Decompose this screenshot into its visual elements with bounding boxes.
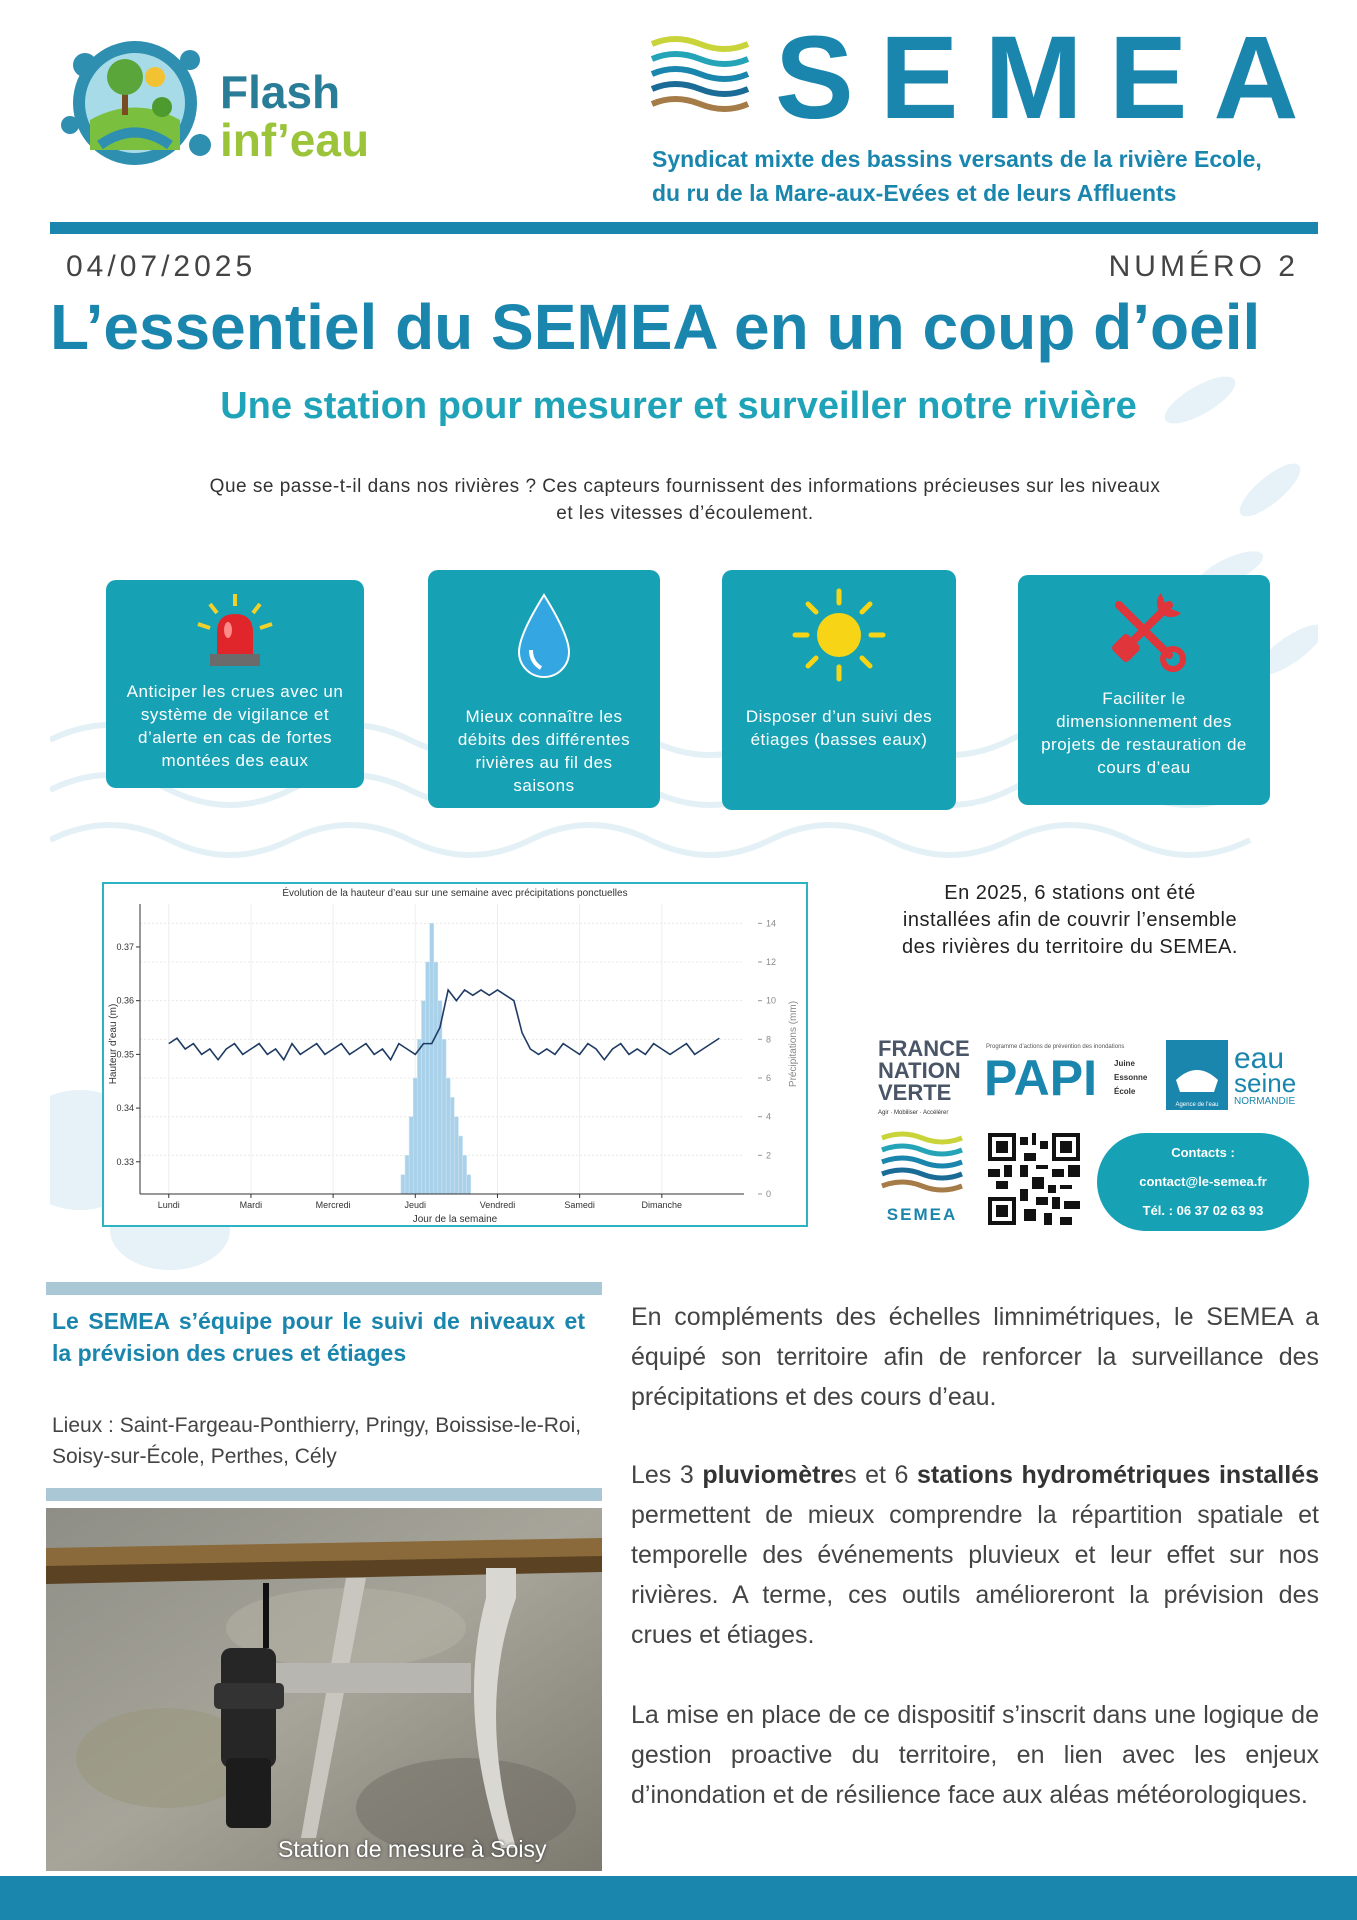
rain-bar [405,1155,409,1194]
flash-infeau-logo [50,25,240,180]
x-tick-label: Mardi [239,1200,263,1210]
normandie-word: NORMANDIE [1234,1096,1296,1107]
body-paragraph-2 [631,1455,1319,1655]
p2-part-e: permettent de mieux comprendre la répartition spatiale et temporelle des événements pluvieux et leur effet sur nos rivières. A terme, ces outils amélioreront la prévision des crues et étiages. [631,1501,1319,1649]
locations-text: Lieux : Saint-Fargeau-Ponthierry, Pringy, Boissise-le-Roi, Soisy-sur-École, Perthes, Cély [52,1414,582,1468]
card-2-text: Mieux connaître les débits des différentes rivières au fil des saisons [457,707,631,795]
papi-sub-2: Essonne [1114,1073,1148,1082]
p2-part-c: s et 6 [844,1461,918,1489]
syndicat-line-1: Syndicat mixte des bassins versants de la rivière Ecole, [652,146,1262,172]
card-low-water-monitoring [722,570,956,810]
intro-text [110,473,1260,527]
p2-bold-stations: stations hydrométriques installés [917,1461,1319,1489]
flash-label: Flash [220,66,341,118]
x-tick-label: Jeudi [404,1200,427,1210]
water-level-chart [102,882,808,1227]
contact-email[interactable]: contact@le-semea.fr [1139,1174,1267,1189]
contact-box [1097,1133,1309,1231]
rain-bar [463,1155,467,1194]
section-heading: Le SEMEA s’équipe pour le suivi de niveaux et la prévision des crues et étiages [52,1308,585,1366]
tools-icon [1099,585,1189,675]
papi-sub-3: École [1114,1087,1136,1096]
rain-bar [454,1117,458,1194]
y-tick-label: 0.35 [116,1049,134,1060]
card-1-text: Anticiper les crues avec un système de vigilance et d’alerte en cas de fortes montées des eaux [126,682,344,770]
contact-label: Contacts : [1171,1145,1235,1160]
footer-bar [0,1876,1357,1920]
y2-tick-label: 2 [766,1150,772,1161]
partner-logos [878,1030,1318,1120]
intro-line-1: Que se passe-t-il dans nos rivières ? Ces capteurs fournissent des informations précieuses sur les niveaux [209,476,1161,497]
rain-bar [450,1097,454,1194]
fnv-line-3: VERTE [878,1080,952,1105]
rain-bar [417,1039,421,1194]
y-tick-label: 0.34 [116,1103,134,1114]
papi-caption: Programme d’actions de prévention des inondations [986,1044,1125,1050]
contact-phone[interactable]: Tél. : 06 37 02 63 93 [1142,1203,1264,1218]
semea-small-label: SEMEA [886,1205,958,1224]
y2-tick-label: 6 [766,1073,772,1083]
fnv-line-2: NATION [878,1058,961,1083]
y-tick-label: 0.33 [116,1156,134,1167]
x-tick-label: Vendredi [479,1200,516,1210]
y2-tick-label: 12 [766,957,777,967]
qr-code-icon[interactable] [988,1133,1080,1225]
water-drop-icon [509,590,579,685]
x-tick-label: Lundi [157,1200,180,1210]
issue-date: 04/07/2025 [66,250,257,283]
rain-bar [458,1136,462,1194]
rain-bar [434,962,438,1194]
fnv-tagline: Agir · Mobiliser · Accélérer [878,1110,949,1116]
photo-caption: Station de mesure à Soisy [278,1836,547,1862]
y-tick-label: 0.36 [116,995,134,1006]
seine-word: seine [1234,1068,1297,1098]
flash-infeau-wordmark [220,68,369,164]
chart-title: Évolution de la hauteur d’eau sur une semaine avec précipitations ponctuelles [282,888,628,899]
agence-label: Agence de l’eau [1175,1102,1219,1108]
section-divider-mid [46,1488,602,1501]
syndicat-line-2: du ru de la Mare-aux-Evées et de leurs Affluents [652,180,1177,206]
y2-tick-label: 14 [766,918,777,929]
station-photo [46,1508,602,1871]
infeau-label: inf’eau [220,114,370,166]
rain-bar [426,962,430,1194]
chart-xlabel: Jour de la semaine [412,1214,498,1225]
semea-waves-icon [650,34,750,124]
y2-tick-label: 4 [766,1111,772,1122]
fnv-line-1: FRANCE [878,1036,970,1061]
intro-line-2: et les vitesses d’écoulement. [556,503,814,524]
p2-bold-pluviometre: pluviomètre [702,1461,845,1489]
rain-bar [467,1175,471,1194]
section-subtitle: Une station pour mesurer et surveiller notre rivière [220,385,1137,427]
chart-svg [104,884,806,1225]
y2-tick-label: 10 [766,995,777,1006]
issue-number: NUMÉRO 2 [1108,250,1299,283]
y2-tick-label: 8 [766,1034,772,1045]
eau-word: eau [1234,1042,1285,1075]
chart-ylabel: Hauteur d’eau (m) [108,1003,119,1085]
rain-bar [409,1117,413,1194]
rain-bar [442,1039,446,1194]
card-4-text: Faciliter le dimensionnement des projets de restauration de cours d’eau [1041,689,1247,777]
rain-bar [401,1175,405,1194]
siren-icon [190,590,280,680]
semea-small-logo [878,1128,978,1228]
x-tick-label: Samedi [564,1200,595,1210]
x-tick-label: Mercredi [315,1200,351,1210]
sun-icon [789,585,889,685]
rain-bar [413,1078,417,1194]
y-tick-label: 0.37 [116,941,134,952]
body-paragraph-3: La mise en place de ce dispositif s’inscrit dans une logique de gestion proactive du territoire, en lien avec les enjeux d’inondation et de résilience face aux aléas météorologiques. [631,1701,1319,1809]
card-3-text: Disposer d’un suivi des étiages (basses eaux) [745,707,933,749]
rain-bar [421,1001,425,1194]
stations-text: En 2025, 6 stations ont été installées afin de couvrir l’ensemble des rivières du territoire du SEMEA. [902,882,1238,958]
x-tick-label: Dimanche [641,1200,683,1210]
body-paragraph-1: En compléments des échelles limnimétriques, le SEMEA a équipé son territoire afin de renforcer la surveillance des précipitations et des cours d’eau. [631,1303,1319,1411]
rain-bar [446,1078,450,1194]
header-divider [50,222,1318,234]
section-divider-top [46,1282,602,1295]
semea-wordmark: SEMEA [775,12,1325,144]
card-anticipate-floods [106,580,364,788]
syndicat-description [652,142,1332,210]
chart-y2label: Précipitations (mm) [788,1000,799,1088]
page-title: L’essentiel du SEMEA en un coup d’oeil [50,291,1261,363]
p2-part-a: Les 3 [631,1461,703,1489]
y2-tick-label: 0 [766,1189,772,1199]
card-restoration-projects [1018,575,1270,805]
papi-sub-1: Juine [1114,1059,1135,1068]
card-know-flows [428,570,660,808]
papi-logo: PAPI [984,1050,1097,1106]
rain-bar [430,923,434,1194]
